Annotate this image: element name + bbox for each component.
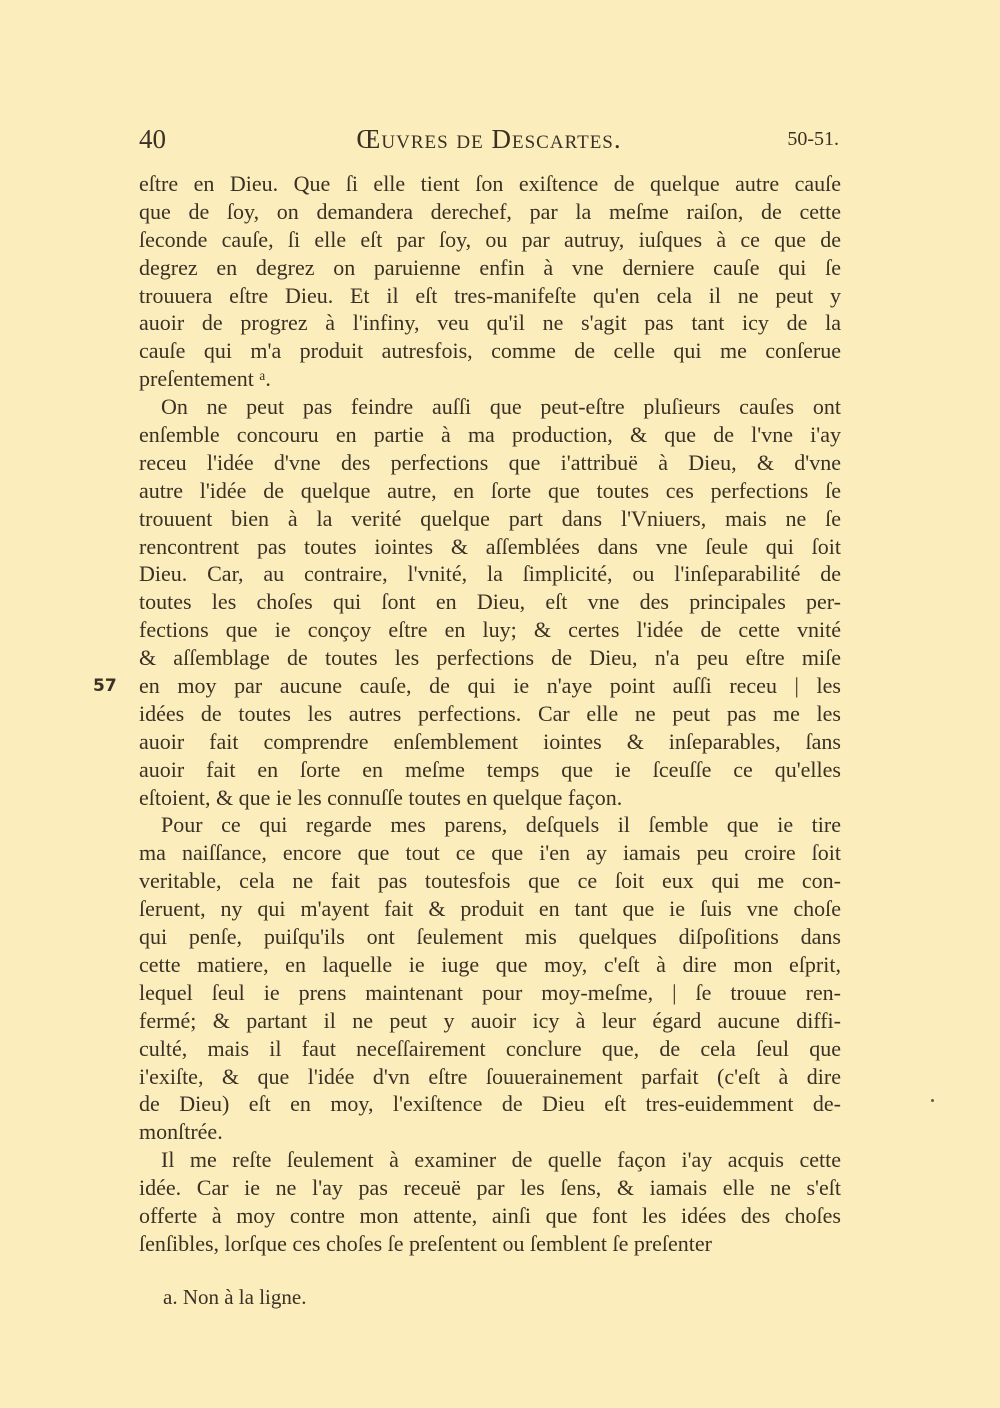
text-line: culté, mais il faut neceſſairement conclure que, de cela ſeul que <box>139 1035 841 1061</box>
text-line: toutes les choſes qui ſont en Dieu, eſt vne des principales per- <box>139 589 841 615</box>
text-line: monſtrée. <box>139 1119 223 1145</box>
page-number: 40 <box>139 124 166 154</box>
footnote: a. Non à la ligne. <box>163 1285 307 1309</box>
text-line: enſemble concouru en partie à ma production, & que de l'vne i'ay <box>139 422 841 448</box>
text-line: autre l'idée de quelque autre, en ſorte que toutes ces perfections ſe <box>139 477 841 503</box>
text-line: ſeruent, ny qui m'ayent fait & produit en tant que ie ſuis vne choſe <box>139 896 841 922</box>
page-header <box>139 124 839 160</box>
text-line: auoir de progrez à l'infiny, veu qu'il ne s'agit pas tant icy de la <box>139 310 841 336</box>
text-line: trouuent bien à la verité quelque part dans l'Vniuers, mais ne ſe <box>139 505 841 531</box>
text-line: On ne peut pas feindre auſſi que peut-eſtre pluſieurs cauſes ont <box>161 394 841 420</box>
text-line: eſtoient, & que ie les connuſſe toutes en quelque façon. <box>139 784 623 810</box>
text-line: offerte à moy contre mon attente, ainſi que font les idées des choſes <box>139 1202 841 1228</box>
text-line: degrez en degrez on paruienne enfin à vne derniere cauſe qui ſe <box>139 254 841 280</box>
paper-speck <box>931 1099 934 1102</box>
margin-line-number: 57 <box>93 676 117 696</box>
text-line: Il me reſte ſeulement à examiner de quelle façon i'ay acquis cette <box>161 1147 841 1173</box>
text-line: receu l'idée d'vne des perfections que i'attribuë à Dieu, & d'vne <box>139 449 841 475</box>
text-line: eſtre en Dieu. Que ſi elle tient ſon exiſtence de quelque autre cauſe <box>139 171 841 196</box>
text-line: que de ſoy, on demandera derechef, par la meſme raiſon, de cette <box>139 198 841 224</box>
body-text <box>139 170 841 1258</box>
text-line: cauſe qui m'a produit autresfois, comme de celle qui me conſerue <box>139 338 841 364</box>
text-line: fermé; & partant il ne peut y auoir icy à leur égard aucune diffi- <box>139 1007 841 1033</box>
text-line: fections que ie conçoy eſtre en luy; & certes l'idée de cette vnité <box>139 617 841 643</box>
text-line: veritable, cela ne fait pas toutesfois que ce ſoit eux qui me con- <box>139 868 841 894</box>
text-line: Pour ce qui regarde mes parens, deſquels il ſemble que ie tire <box>161 812 841 838</box>
text-line: en moy par aucune cauſe, de qui ie n'aye point auſſi receu | les <box>139 673 841 699</box>
text-line: ma naiſſance, encore que tout ce que i'en ay iamais peu croire ſoit <box>139 840 841 866</box>
page-reference: 50-51. <box>787 128 839 150</box>
text-line: ſenſibles, lorſque ces choſes ſe preſentent ou ſemblent ſe preſenter <box>139 1230 713 1256</box>
text-line: auoir fait en ſorte en meſme temps que ie ſceuſſe ce qu'elles <box>139 756 841 782</box>
text-line: cette matiere, en laquelle ie iuge que moy, c'eſt à dire mon eſprit, <box>139 951 841 977</box>
text-line: Dieu. Car, au contraire, l'vnité, la ſimplicité, ou l'inſeparabilité de <box>139 561 841 587</box>
text-line: qui penſe, puiſqu'ils ont ſeulement mis quelques diſpoſitions dans <box>139 924 841 950</box>
text-line: lequel ſeul ie prens maintenant pour moy-meſme, | ſe trouue ren- <box>139 979 841 1005</box>
running-title: Œuvres de Descartes. <box>356 124 622 154</box>
text-line: & aſſemblage de toutes les perfections de Dieu, n'a peu eſtre miſe <box>139 645 841 671</box>
text-line: ſeconde cauſe, ſi elle eſt par ſoy, ou par autruy, iuſques à ce que de <box>139 226 841 252</box>
text-line: i'exiſte, & que l'idée d'vn eſtre ſouuerainement parfait (c'eſt à dire <box>139 1063 841 1089</box>
text-line: rencontrent pas toutes iointes & aſſemblées dans vne ſeule qui ſoit <box>139 533 841 559</box>
text-line: idées de toutes les autres perfections. Car elle ne peut pas me les <box>139 700 841 726</box>
text-line: de Dieu) eſt en moy, l'exiſtence de Dieu eſt tres-euidemment de- <box>139 1091 841 1117</box>
text-line: auoir fait comprendre enſemblement iointes & inſeparables, ſans <box>139 728 841 754</box>
text-line: trouuera eſtre Dieu. Et il eſt tres-manifeſte qu'en cela il ne peut y <box>139 282 841 308</box>
text-line: preſentement ᵃ. <box>139 366 271 392</box>
text-line: idée. Car ie ne l'ay pas receuë par les ſens, & iamais elle ne s'eſt <box>139 1175 841 1201</box>
